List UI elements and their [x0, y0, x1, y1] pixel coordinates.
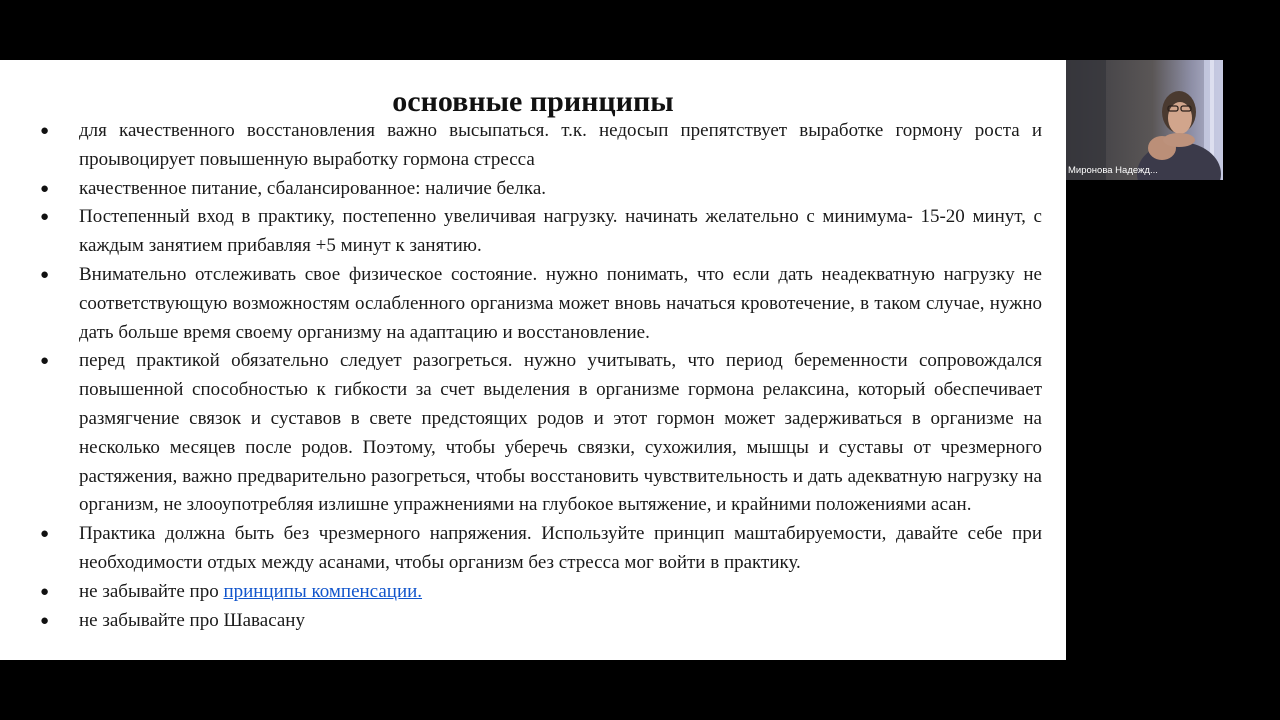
bullet-icon: ● — [40, 123, 50, 139]
list-item-text: для качественного восстановления важно высыпаться. т.к. недосып препятствует выработке гормону роста и проывоцирует повышенную выработку гормона стресса — [79, 120, 1042, 170]
bullet-icon: ● — [40, 180, 50, 197]
list-item-text: Практика должна быть без чрезмерного напряжения. Используйте принцип маштабируемости, давайте себе при необходимости отдых между асанами, чтобы организм без стресса мог войти в практику. — [79, 523, 1042, 573]
list-item — [0, 520, 1066, 578]
shared-slide — [0, 60, 1066, 660]
list-item — [0, 607, 1066, 636]
bullet-icon: ● — [40, 266, 50, 283]
list-item-text: Постепенный вход в практику, постепенно увеличивая нагрузку. начинать желательно с минимума- 15-20 минут, с каждым занятием прибавляя +5 минут к занятию. — [79, 206, 1042, 257]
list-item-text: качественное питание, сбалансированное: наличие белка. — [79, 177, 547, 199]
list-item-text — [79, 578, 1042, 607]
slide-title: основные принципы — [392, 85, 674, 118]
bullet-icon: ● — [40, 526, 50, 543]
list-item — [0, 117, 1066, 175]
bullet-icon: ● — [40, 583, 50, 600]
list-item-prefix: не забывайте про — [79, 580, 224, 602]
participant-video-tile[interactable] — [1066, 60, 1223, 180]
bullet-icon: ● — [40, 209, 50, 226]
list-item — [0, 578, 1066, 607]
list-item-text: не забывайте про Шавасану — [79, 609, 305, 631]
list-item — [0, 347, 1066, 520]
list-item — [0, 175, 1066, 204]
list-item-text: Внимательно отслеживать свое физическое состояние. нужно понимать, что если дать неадекватную нагрузку не соответствующую возможностям ослабленного организма может вновь начаться кровотечение, в таком случае, нужно дать больше время своему организму на адаптацию и восстановление. — [79, 263, 1042, 343]
participant-name-label: Миронова Надежд... — [1068, 165, 1158, 176]
participant-video-feed — [1066, 60, 1223, 180]
list-item — [0, 203, 1066, 261]
principles-list — [0, 117, 1066, 635]
bullet-icon: ● — [40, 612, 50, 629]
bullet-icon: ● — [40, 353, 50, 370]
list-item — [0, 261, 1066, 347]
compensation-principles-link[interactable]: принципы компенсации. — [223, 580, 423, 602]
list-item-text: перед практикой обязательно следует разогреться. нужно учитывать, что период беременности сопровождался повышенной способностью к гибкости за счет выделения в организме гормона релаксина, который обеспечивает размягчение связок и суставов в свете предстоящих родов и этот гормон может задерживаться в организме на несколько месяцев после родов. Поэтому, чтобы уберечь связки, сухожилия, мышцы и суставы от чрезмерного растяжения, важно предварительно разогреться, чтобы восстановить чувствительность и дать адекватную нагрузку на организм, не злооупотребляя излишне упражнениями на глубокое вытяжение, и крайними положениями асан. — [79, 350, 1042, 516]
